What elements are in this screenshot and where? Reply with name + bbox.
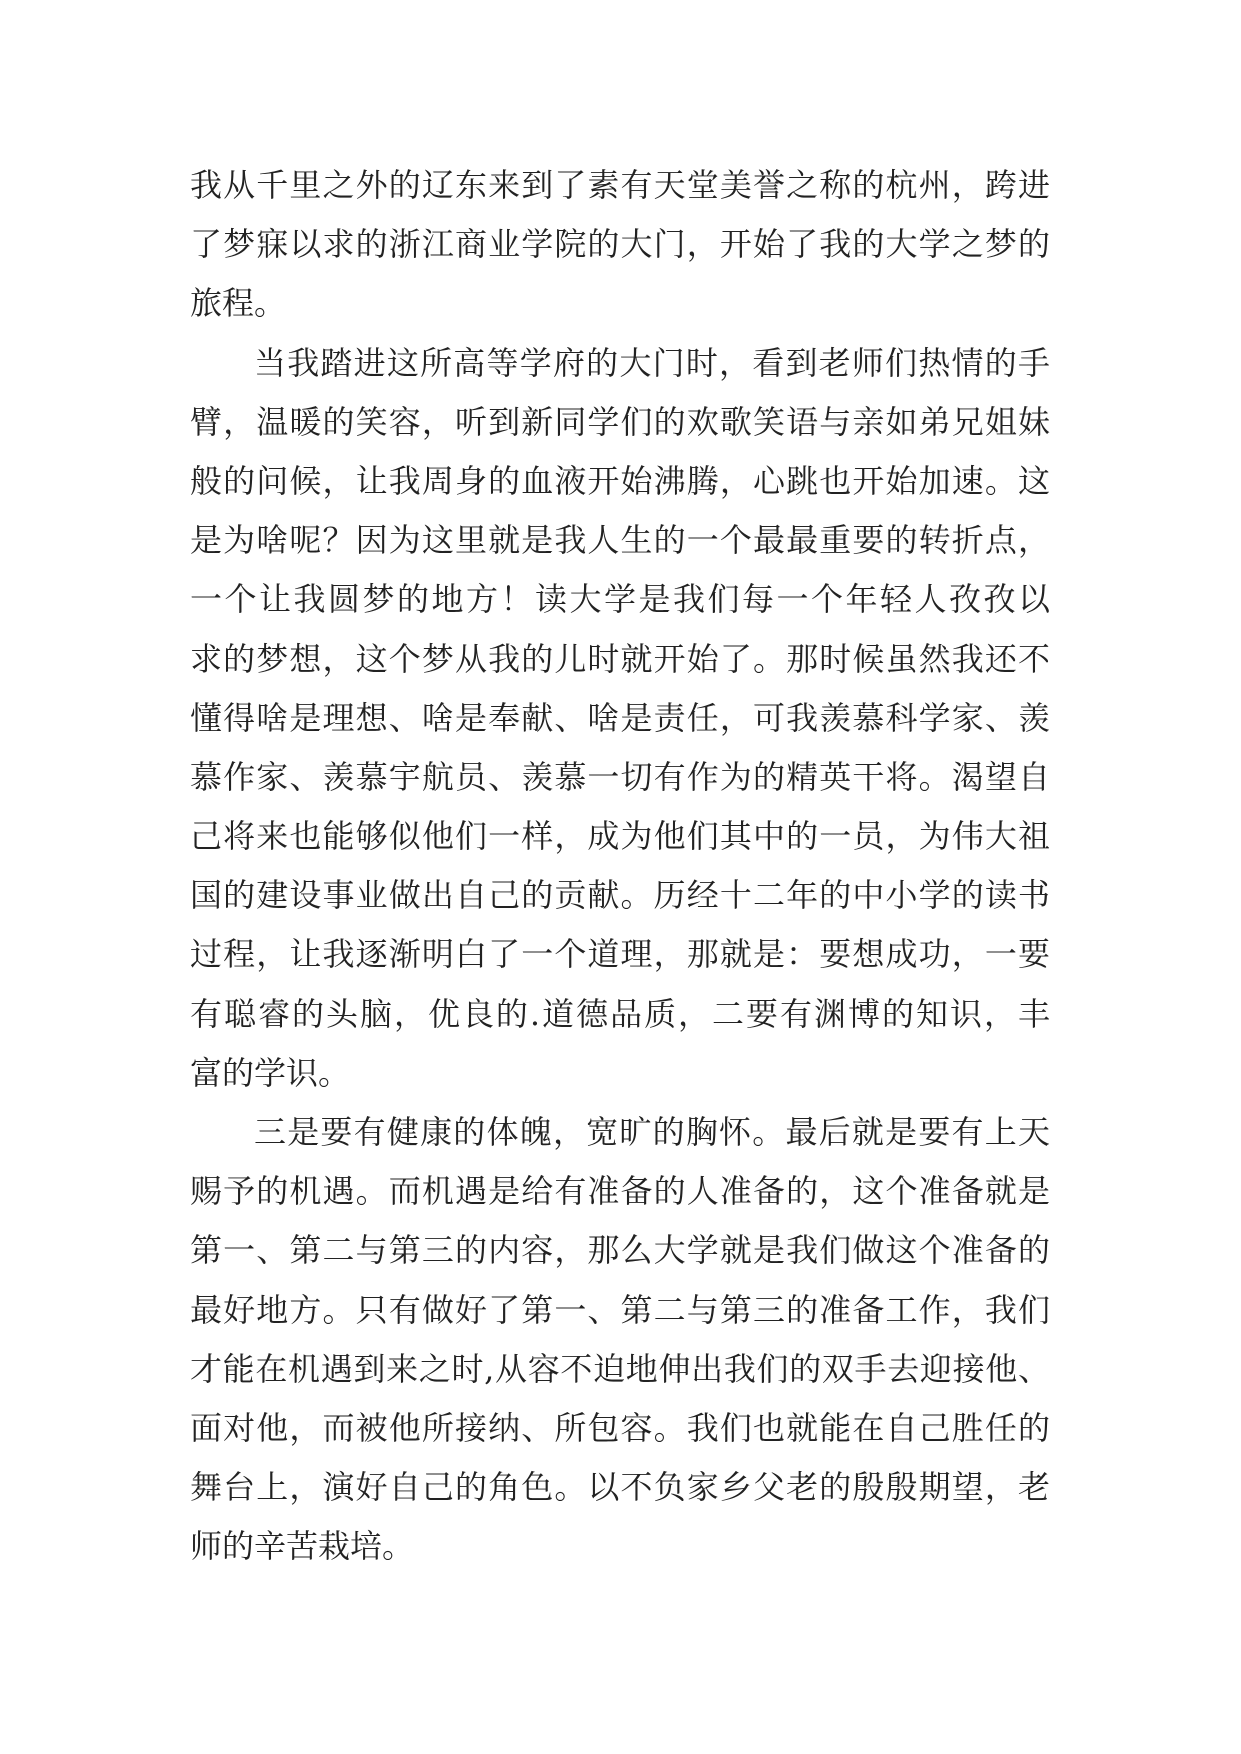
text-line: 面对他，而被他所接纳、所包容。我们也就能在自己胜任的 [190,1408,1050,1447]
text-line: 富的学识。 [190,1053,351,1092]
text-line: 懂得啥是理想、啥是奉献、啥是责任，可我羡慕科学家、羡 [190,698,1050,737]
text-line: 赐予的机遇。而机遇是给有准备的人准备的，这个准备就是 [190,1172,1050,1211]
text-line: 己将来也能够似他们一样，成为他们其中的一员，为伟大祖 [190,817,1050,856]
paragraph-3 [190,1103,1050,1577]
text-line: 最好地方。只有做好了第一、第二与第三的准备工作，我们 [190,1290,1050,1329]
text-line: 般的问候，让我周身的血液开始沸腾，心跳也开始加速。这 [190,461,1050,500]
text-line: 慕作家、羡慕宇航员、羡慕一切有作为的精英干将。渴望自 [190,757,1050,796]
text-line: 一个让我圆梦的地方！读大学是我们每一个年轻人孜孜以 [190,580,1050,619]
text-line: 舞台上，演好自己的角色。以不负家乡父老的殷殷期望，老 [190,1468,1050,1507]
text-line: 国的建设事业做出自己的贡献。历经十二年的中小学的读书 [190,876,1050,915]
text-line: 求的梦想，这个梦从我的儿时就开始了。那时候虽然我还不 [190,639,1050,678]
paragraph-1 [190,156,1050,334]
paragraph-2 [190,334,1050,1103]
text-line: 了梦寐以求的浙江商业学院的大门，开始了我的大学之梦的 [190,225,1050,264]
text-line: 旅程。 [190,284,287,323]
text-line-indented: 当我踏进这所高等学府的大门时，看到老师们热情的手 [254,343,1050,382]
text-line: 是为啥呢？因为这里就是我人生的一个最最重要的转折点， [190,521,1050,560]
text-line: 臂，温暖的笑容，听到新同学们的欢歌笑语与亲如弟兄姐妹 [190,402,1050,441]
text-line: 有聪睿的头脑，优良的.道德品质，二要有渊博的知识，丰 [190,994,1050,1033]
text-line-indented: 三是要有健康的体魄，宽旷的胸怀。最后就是要有上天 [254,1113,1050,1151]
text-line: 才能在机遇到来之时,从容不迫地伸出我们的双手去迎接他、 [190,1349,1050,1388]
document-body [190,156,1050,1577]
text-line: 我从千里之外的辽东来到了素有天堂美誉之称的杭州，跨进 [190,166,1050,204]
text-line: 第一、第二与第三的内容，那么大学就是我们做这个准备的 [190,1231,1050,1270]
text-line: 过程，让我逐渐明白了一个道理，那就是：要想成功，一要 [190,935,1050,974]
text-line: 师的辛苦栽培。 [190,1527,415,1566]
